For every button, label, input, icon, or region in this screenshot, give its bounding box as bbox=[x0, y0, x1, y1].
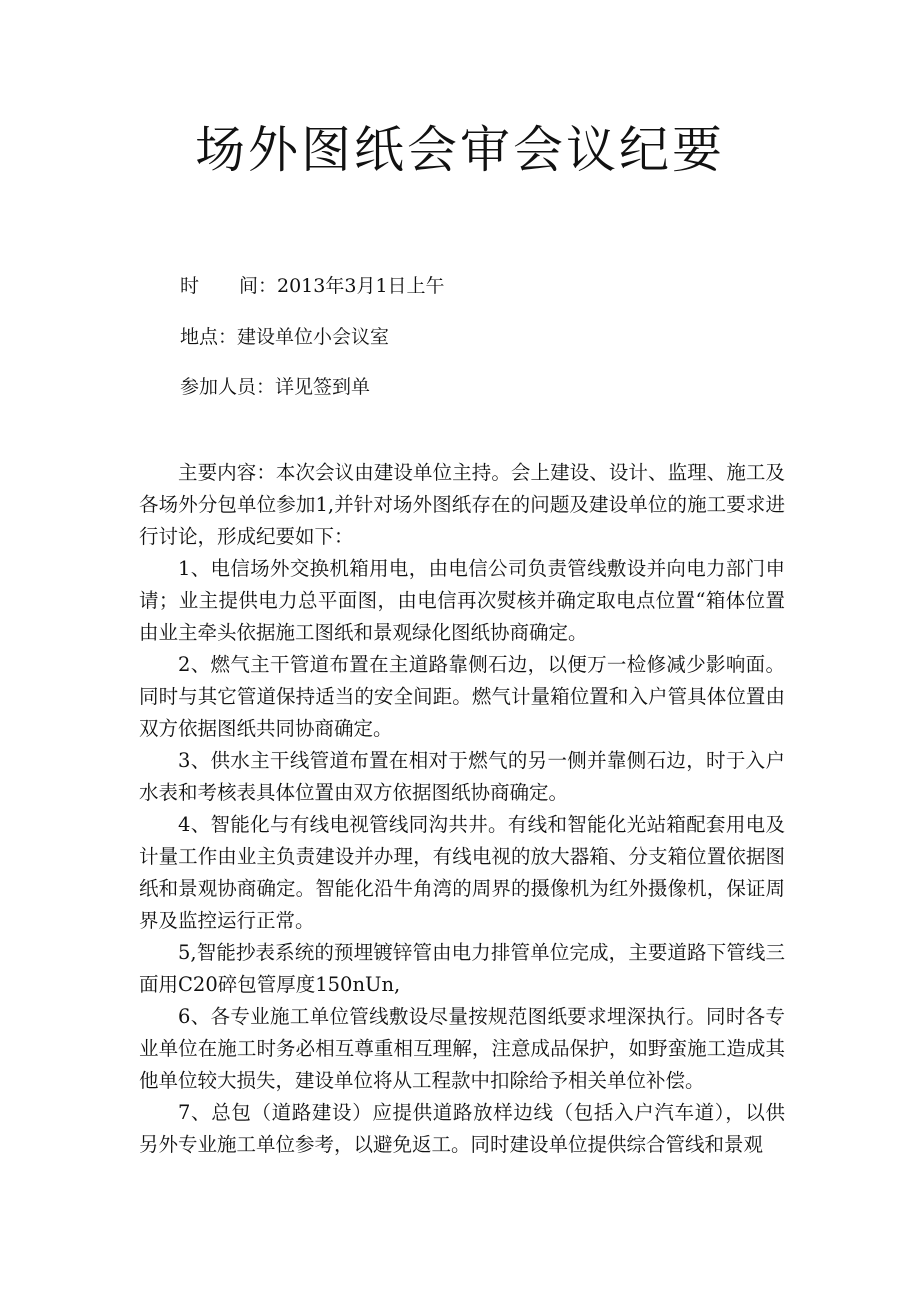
minutes-item-4: 4、智能化与有线电视管线同沟共井。有线和智能化光站箱配套用电及计量工作由业主负责建设并办理，有线电视的放大器箱、分支箱位置依据图纸和景观协商确定。智能化沿牛角湾的周界的摄像机为红外摄像机，保证周界及监控运行正常。 bbox=[139, 813, 785, 932]
minutes-item-6: 6、各专业施工单位管线敷设尽量按规范图纸要求埋深执行。同时各专业单位在施工时务必相互尊重相互理解，注意成品保护，如野蛮施工造成其他单位较大损失，建设单位将从工程款中扣除给予相关单位补偿。 bbox=[139, 1005, 785, 1092]
minutes-item-3: 3、供水主干线管道布置在相对于燃气的另一侧并靠侧石边，时于入户水表和考核表具体位置由双方依据图纸协商确定。 bbox=[139, 749, 785, 804]
minutes-intro: 主要内容：本次会议由建设单位主持。会上建设、设计、监理、施工及各场外分包单位参加1,并针对场外图纸存在的问题及建设单位的施工要求进行讨论，形成纪要如下： bbox=[139, 461, 785, 548]
minutes-body bbox=[139, 457, 785, 1161]
minutes-item-7: 7、总包（道路建设）应提供道路放样边线（包括入户汽车道），以供另外专业施工单位参考，以避免返工。同时建设单位提供综合管线和景观 bbox=[139, 1101, 785, 1156]
meeting-place: 地点：建设单位小会议室 bbox=[180, 326, 390, 348]
meeting-time-label: 时间 bbox=[180, 275, 258, 297]
document-title: 场外图纸会审会议纪要 bbox=[195, 121, 725, 179]
minutes-item-1: 1、电信场外交换机箱用电，由电信公司负责管线敷设并向电力部门申请；业主提供电力总平面图，由电信再次熨核并确定取电点位置“箱体位置由业主牵头依据施工图纸和景观绿化图纸协商确定。 bbox=[139, 557, 785, 644]
minutes-item-2: 2、燃气主干管道布置在主道路靠侧石边，以便万一检修减少影响面。同时与其它管道保持适当的安全间距。燃气计量箱位置和入户管具体位置由双方依据图纸共同协商确定。 bbox=[139, 653, 785, 740]
meeting-attendees: 参加人员：详见签到单 bbox=[180, 376, 371, 398]
meeting-time-value: ：2013年3月1日上午 bbox=[258, 275, 445, 297]
minutes-item-5: 5,智能抄表系统的预埋镀锌管由电力排管单位完成，主要道路下管线三面用C20碎包管厚度150nUn, bbox=[139, 941, 785, 996]
meeting-time bbox=[180, 273, 445, 299]
